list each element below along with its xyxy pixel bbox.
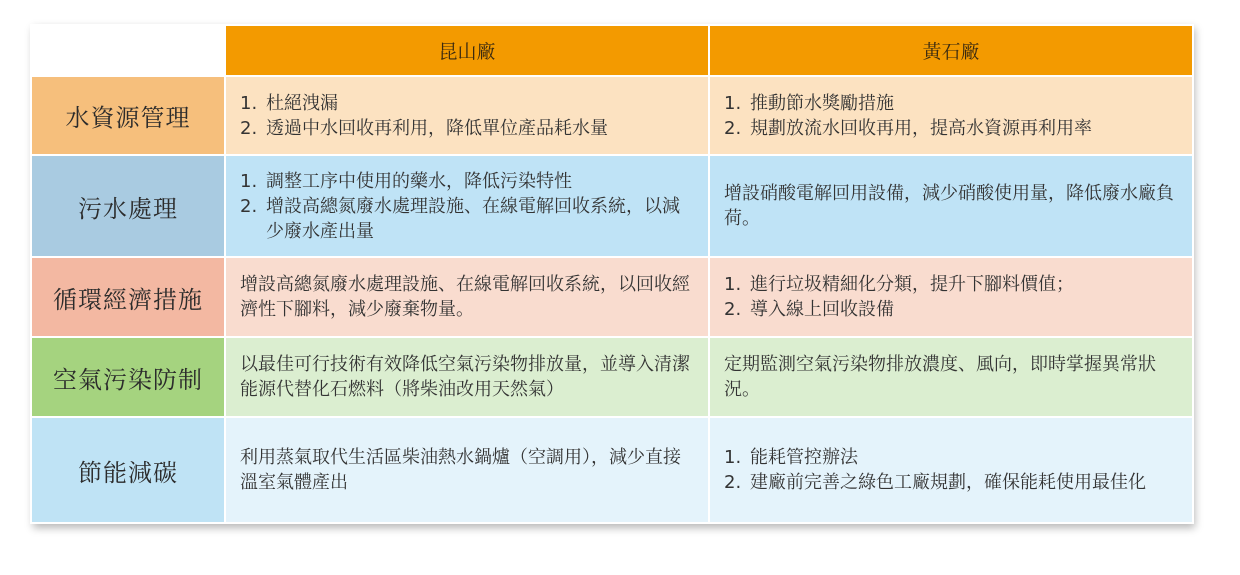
cell-huangshi-wastewater: 增設硝酸電解回用設備，減少硝酸使用量，降低廢水廠負荷。 <box>709 155 1193 257</box>
list-item-text: 杜絕洩漏 <box>266 92 338 114</box>
row-label-wastewater: 污水處理 <box>31 155 225 257</box>
list-item-number: 1. <box>240 170 258 192</box>
table-row-energy-carbon <box>31 417 1193 523</box>
list-item-text: 調整工序中使用的藥水，降低污染特性 <box>266 170 572 192</box>
cell-kunshan-wastewater <box>225 155 709 257</box>
list-item <box>724 297 1180 322</box>
row-label-air-pollution: 空氣污染防制 <box>31 337 225 417</box>
list-item-text: 導入線上回收設備 <box>750 299 894 320</box>
table-row-circular-economy <box>31 257 1193 337</box>
list-item <box>240 169 696 194</box>
list-item <box>240 116 696 141</box>
list-item-number: 1. <box>724 274 742 295</box>
list-item-number: 1. <box>724 92 742 114</box>
cell-huangshi-circular <box>709 257 1193 337</box>
list-item <box>724 470 1180 495</box>
cell-kunshan-circular: 增設高總氮廢水處理設施、在線電解回收系統，以回收經濟性下腳料，減少廢棄物量。 <box>225 257 709 337</box>
list-item <box>724 272 1180 297</box>
cell-kunshan-energy: 利用蒸氣取代生活區柴油熱水鍋爐（空調用），減少直接溫室氣體產出 <box>225 417 709 523</box>
row-label-energy-carbon: 節能減碳 <box>31 417 225 523</box>
list-item-number: 2. <box>724 472 742 493</box>
cell-kunshan-water <box>225 76 709 155</box>
cell-huangshi-energy <box>709 417 1193 523</box>
measures-table-grid <box>30 24 1194 524</box>
list-huangshi-water <box>724 91 1180 141</box>
environment-measures-table <box>30 24 1192 524</box>
list-item <box>240 91 696 116</box>
list-kunshan-wastewater <box>240 169 696 244</box>
list-item-number: 1. <box>240 92 258 114</box>
list-kunshan-water <box>240 91 696 141</box>
list-item <box>724 445 1180 470</box>
list-item-text: 透過中水回收再利用，降低單位產品耗水量 <box>266 117 608 139</box>
cell-huangshi-air: 定期監測空氣污染物排放濃度、風向，即時掌握異常狀況。 <box>709 337 1193 417</box>
list-item-number: 2. <box>240 117 258 139</box>
list-item-text: 建廠前完善之綠色工廠規劃，確保能耗使用最佳化 <box>750 472 1146 493</box>
list-item-number: 2. <box>724 117 742 139</box>
row-label-circular-economy: 循環經濟措施 <box>31 257 225 337</box>
cell-huangshi-water <box>709 76 1193 155</box>
list-item-text: 增設高總氮廢水處理設施、在線電解回收系統，以減少廢水產出量 <box>266 195 680 242</box>
list-item-number: 2. <box>240 195 258 217</box>
list-item-number: 2. <box>724 299 742 320</box>
header-kunshan: 昆山廠 <box>225 25 709 76</box>
header-row <box>31 25 1193 76</box>
table-row-air-pollution <box>31 337 1193 417</box>
list-item-text: 推動節水獎勵措施 <box>750 92 894 114</box>
list-huangshi-energy <box>724 445 1180 495</box>
header-huangshi: 黃石廠 <box>709 25 1193 76</box>
list-item <box>240 194 696 244</box>
list-item <box>724 91 1180 116</box>
table-row-wastewater <box>31 155 1193 257</box>
header-corner-blank <box>31 25 225 76</box>
list-item-text: 能耗管控辦法 <box>750 447 858 468</box>
list-item <box>724 116 1180 141</box>
list-huangshi-circular <box>724 272 1180 322</box>
cell-kunshan-air: 以最佳可行技術有效降低空氣污染物排放量，並導入清潔能源代替化石燃料（將柴油改用天然氣） <box>225 337 709 417</box>
list-item-text: 進行垃圾精細化分類，提升下腳料價值； <box>750 274 1074 295</box>
list-item-number: 1. <box>724 447 742 468</box>
row-label-water-management: 水資源管理 <box>31 76 225 155</box>
list-item-text: 規劃放流水回收再用，提高水資源再利用率 <box>750 117 1092 139</box>
table-row-water-management <box>31 76 1193 155</box>
